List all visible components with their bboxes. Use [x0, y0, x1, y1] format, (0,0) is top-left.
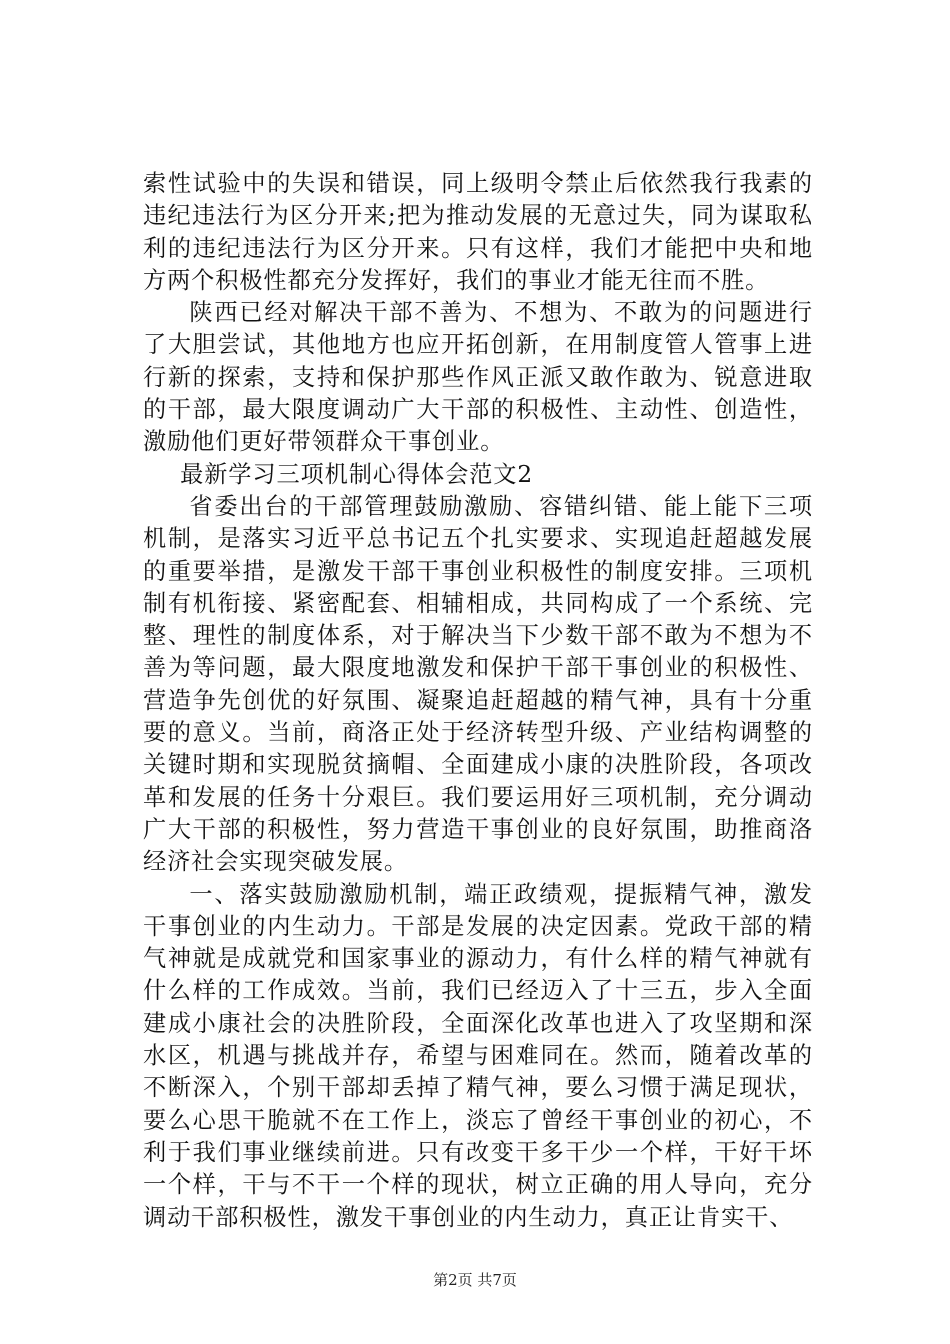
page-footer: 第2页 共7页	[433, 1271, 517, 1289]
paragraph: 省委出台的干部管理鼓励激励、容错纠错、能上能下三项机制，是落实习近平总书记五个扎实要求、实现追赶超越发展的重要举措，是激发干部干事创业积极性的制度安排。三项机制有机衔接、紧密配套、相辅相成，共同构成了一个系统、完整、理性的制度体系，对于解决当下少数干部不敢为不想为不善为等问题，最大限度地激发和保护干部干事创业的积极性、营造争先创优的好氛围、凝聚追赶超越的精气神，具有十分重要的意义。当前，商洛正处于经济转型升级、产业结构调整的关键时期和实现脱贫摘帽、全面建成小康的决胜阶段，各项改革和发展的任务十分艰巨。我们要运用好三项机制，充分调动广大干部的积极性，努力营造干事创业的良好氛围，助推商洛经济社会实现突破发展。	[143, 492, 813, 876]
paragraph-continued: 索性试验中的失误和错误，同上级明令禁止后依然我行我素的违纪违法行为区分开来;把为推动发展的无意过失，同为谋取私利的违纪违法行为区分开来。只有这样，我们才能把中央和地方两个积极性都充分发挥好，我们的事业才能无往而不胜。	[143, 170, 813, 294]
section-heading: 最新学习三项机制心得体会范文2	[180, 460, 533, 488]
document-body	[143, 168, 813, 1234]
paragraph: 一、落实鼓励激励机制，端正政绩观，提振精气神，激发干事创业的内生动力。干部是发展的决定因素。党政干部的精气神就是成就党和国家事业的源动力，有什么样的精气神就有什么样的工作成效。当前，我们已经迈入了十三五，步入全面建成小康社会的决胜阶段，全面深化改革也进入了攻坚期和深水区，机遇与挑战并存，希望与困难同在。然而，随着改革的不断深入，个别干部却丢掉了精气神，要么习惯于满足现状，要么心思干脆就不在工作上，淡忘了曾经干事创业的初心，不利于我们事业继续前进。只有改变干多干少一个样，干好干坏一个样，干与不干一个样的现状，树立正确的用人导向，充分调动干部积极性，激发干事创业的内生动力，真正让肯实干、	[143, 880, 813, 1231]
paragraph: 陕西已经对解决干部不善为、不想为、不敢为的问题进行了大胆尝试，其他地方也应开拓创新，在用制度管人管事上进行新的探索，支持和保护那些作风正派又敢作敢为、锐意进取的干部，最大限度调动广大干部的积极性、主动性、创造性，激励他们更好带领群众干事创业。	[143, 299, 813, 456]
